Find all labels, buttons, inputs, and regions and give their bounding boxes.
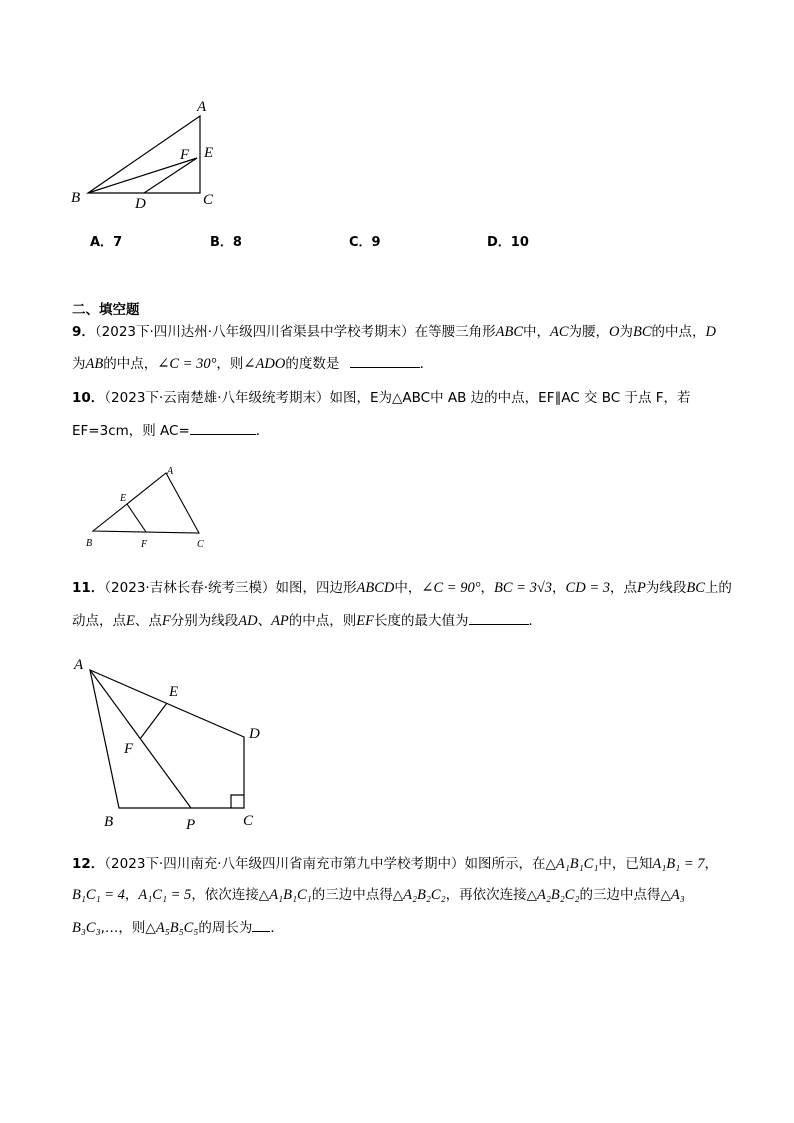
- option-d[interactable]: D．10: [487, 235, 529, 250]
- section-title: 二、填空题: [72, 302, 140, 318]
- triangle-abc: [93, 473, 199, 533]
- segment-fe: [140, 703, 167, 739]
- figure-q8: [66, 95, 226, 215]
- answer-blank-q12[interactable]: [252, 917, 270, 932]
- label-f: F: [141, 539, 148, 550]
- quadrilateral-abcd: [90, 670, 244, 808]
- segment-ef: [127, 504, 146, 532]
- label-e: E: [204, 145, 214, 161]
- question-11-line-1: 11．（2023·吉林长春·统考三模）如图，四边形ABCD中，∠C = 90°，BC = 3√3，CD = 3，点P为线段BC上的: [72, 580, 732, 596]
- label-e: E: [169, 684, 179, 700]
- question-10-line-1: 10．（2023下·云南楚雄·八年级统考期末）如图，E为△ABC中 AB 边的中点，EF∥AC 交 BC 于点 F，若: [72, 390, 691, 406]
- question-9-line-1: 9．（2023下·四川达州·八年级四川省渠县中学校考期末）在等腰三角形ABC中，AC为腰，O为BC的中点，D: [72, 324, 717, 340]
- label-b: B: [71, 190, 81, 206]
- label-b: B: [86, 538, 93, 549]
- option-c[interactable]: C．9: [349, 235, 381, 250]
- segment-bf: [88, 158, 197, 193]
- segment-df: [144, 158, 197, 193]
- question-10-line-2: EF=3cm，则 AC= ．: [72, 420, 269, 441]
- right-angle-mark: [231, 795, 244, 808]
- label-a: A: [74, 657, 84, 673]
- label-b: B: [104, 814, 114, 830]
- label-d: D: [249, 726, 260, 742]
- label-p: P: [186, 817, 196, 833]
- question-9-line-2: 为AB的中点，∠C = 30°，则∠ADO的度数是 ．: [72, 353, 433, 374]
- figure-q11: [64, 650, 274, 835]
- label-c: C: [197, 539, 204, 550]
- label-c: C: [243, 813, 254, 829]
- figure-q10: [82, 462, 217, 554]
- question-12-line-3: B₃C₃,…，则△A₅B₅C₅的周长为 ．: [72, 917, 284, 938]
- question-11-line-2: 动点，点E、点F分别为线段AD、AP的中点，则EF长度的最大值为 ．: [72, 610, 542, 631]
- label-e: E: [120, 493, 127, 504]
- label-f: F: [124, 741, 134, 757]
- label-a: A: [167, 466, 174, 477]
- label-c: C: [203, 192, 214, 208]
- answer-blank-q9[interactable]: [350, 353, 420, 368]
- label-f: F: [180, 147, 190, 163]
- label-d: D: [135, 196, 146, 212]
- answer-blank-q10[interactable]: [190, 420, 256, 435]
- label-a: A: [197, 99, 207, 115]
- option-a[interactable]: A．7: [90, 235, 123, 250]
- question-12-line-2: B₁C₁ = 4，A₁C₁ = 5，依次连接△A₁B₁C₁的三边中点得△A₂B₂C₂，再依次连接△A₂B₂C₂的三边中点得△A₃: [72, 887, 685, 903]
- question-12-line-1: 12．（2023下·四川南充·八年级四川省南充市第九中学校考期中）如图所示，在△A₁B₁C₁中，已知A₁B₁ = 7，: [72, 856, 718, 872]
- option-b[interactable]: B．8: [210, 235, 242, 250]
- answer-blank-q11[interactable]: [469, 610, 529, 625]
